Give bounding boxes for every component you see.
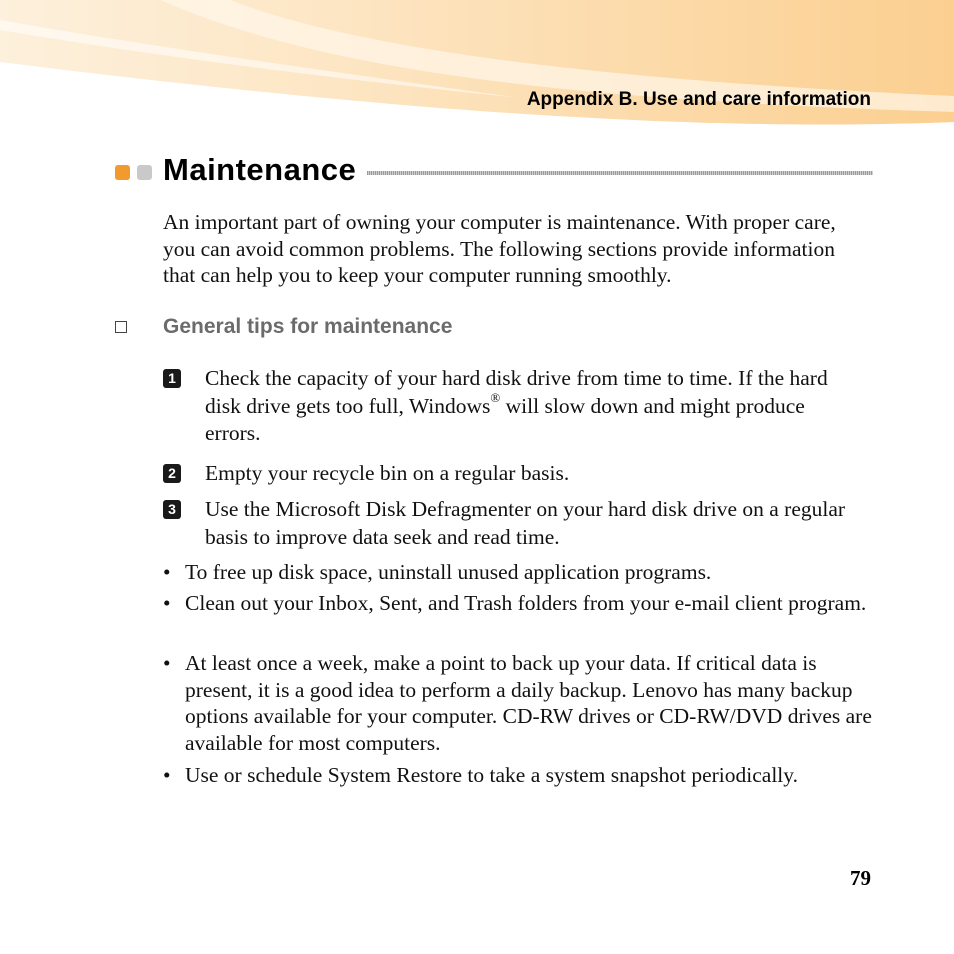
subsection-title: General tips for maintenance	[163, 315, 453, 338]
header-decoration	[0, 0, 954, 140]
step-number-badge: 2	[163, 464, 181, 483]
intro-paragraph: An important part of owning your computer is maintenance. With proper care, you can avoid common problems. The following sections provide information that can help you to keep your computer running smoothly.	[163, 210, 836, 287]
step-number-badge: 3	[163, 500, 181, 519]
bullet-dot: •	[163, 763, 171, 787]
orange-square-icon	[115, 165, 130, 180]
section-heading	[115, 152, 875, 192]
step-number-badge: 1	[163, 369, 181, 388]
bullet-text: At least once a week, make a point to back up your data. If critical data is present, it is a good idea to perform a daily backup. Lenovo has many backup options available for your computer. CD-RW drives or CD-RW/DVD drives are available for most computers.	[185, 651, 872, 755]
subsection-heading	[115, 315, 815, 343]
page-number: 79	[850, 866, 871, 890]
bullet-text: Use or schedule System Restore to take a system snapshot periodically.	[185, 763, 799, 787]
gray-square-icon	[137, 165, 152, 180]
section-title: Maintenance	[163, 152, 357, 187]
registered-mark: ®	[490, 390, 501, 406]
bullet-text: To free up disk space, uninstall unused application programs.	[185, 560, 712, 584]
step-text: Use the Microsoft Disk Defragmenter on your hard disk drive on a regular basis to improve data seek and read time.	[205, 497, 846, 549]
running-header: Appendix B. Use and care information	[526, 89, 871, 110]
bullet-dot: •	[163, 651, 171, 675]
bullet-text: Clean out your Inbox, Sent, and Trash folders from your e-mail client program.	[185, 591, 867, 615]
bullet-dot: •	[163, 560, 171, 584]
step-text: Empty your recycle bin on a regular basis.	[205, 461, 570, 485]
title-rule	[367, 171, 873, 175]
step-text: Check the capacity of your hard disk drive from time to time. If the hard disk drive gets too full, Windows® will slow down and might produce errors.	[205, 366, 828, 445]
square-outline-icon	[115, 321, 127, 333]
bullet-dot: •	[163, 591, 171, 615]
